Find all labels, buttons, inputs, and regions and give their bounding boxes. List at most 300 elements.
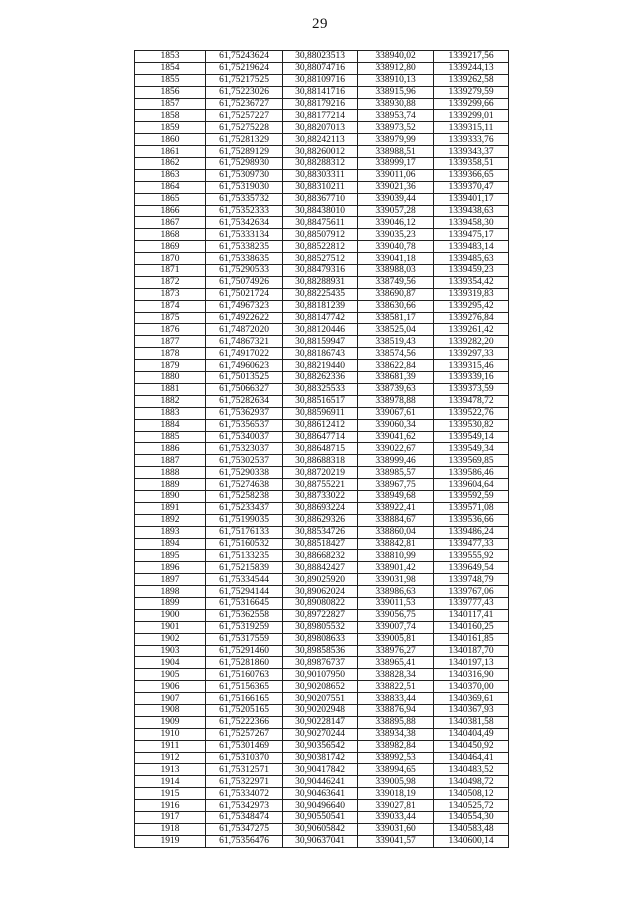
longitude-cell: 30,90605842 [283, 823, 358, 835]
table-row [135, 586, 509, 598]
table-row [135, 360, 509, 372]
y-coordinate-cell: 1340367,93 [434, 704, 509, 716]
x-coordinate-cell: 338982,84 [358, 740, 434, 752]
point-number-cell: 1858 [135, 110, 206, 122]
point-number-cell: 1907 [135, 693, 206, 705]
longitude-cell: 30,88755221 [283, 479, 358, 491]
x-coordinate-cell: 338973,52 [358, 122, 434, 134]
longitude-cell: 30,88303311 [283, 169, 358, 181]
x-coordinate-cell: 338910,13 [358, 74, 434, 86]
table-row [135, 276, 509, 288]
longitude-cell: 30,89025920 [283, 574, 358, 586]
table-row [135, 526, 509, 538]
point-number-cell: 1868 [135, 229, 206, 241]
x-coordinate-cell: 339060,34 [358, 419, 434, 431]
table-row [135, 752, 509, 764]
y-coordinate-cell: 1339358,51 [434, 158, 509, 170]
latitude-cell: 61,74967323 [206, 300, 283, 312]
latitude-cell: 61,75275228 [206, 122, 283, 134]
longitude-cell: 30,90228147 [283, 716, 358, 728]
x-coordinate-cell: 338681,39 [358, 372, 434, 384]
point-number-cell: 1912 [135, 752, 206, 764]
y-coordinate-cell: 1339261,42 [434, 324, 509, 336]
longitude-cell: 30,88629326 [283, 514, 358, 526]
latitude-cell: 61,75282634 [206, 395, 283, 407]
point-number-cell: 1861 [135, 146, 206, 158]
x-coordinate-cell: 339018,19 [358, 788, 434, 800]
y-coordinate-cell: 1339276,84 [434, 312, 509, 324]
x-coordinate-cell: 339022,67 [358, 443, 434, 455]
y-coordinate-cell: 1340160,25 [434, 621, 509, 633]
y-coordinate-cell: 1339485,63 [434, 253, 509, 265]
y-coordinate-cell: 1340450,92 [434, 740, 509, 752]
latitude-cell: 61,75334072 [206, 788, 283, 800]
longitude-cell: 30,88225435 [283, 288, 358, 300]
table-row [135, 728, 509, 740]
longitude-cell: 30,90381742 [283, 752, 358, 764]
page-number: 29 [312, 16, 328, 32]
point-number-cell: 1906 [135, 681, 206, 693]
table-row [135, 823, 509, 835]
latitude-cell: 61,75310370 [206, 752, 283, 764]
y-coordinate-cell: 1339604,64 [434, 479, 509, 491]
y-coordinate-cell: 1340404,49 [434, 728, 509, 740]
y-coordinate-cell: 1340554,30 [434, 812, 509, 824]
latitude-cell: 61,75333134 [206, 229, 283, 241]
point-number-cell: 1859 [135, 122, 206, 134]
y-coordinate-cell: 1339549,14 [434, 431, 509, 443]
x-coordinate-cell: 339011,53 [358, 597, 434, 609]
x-coordinate-cell: 339031,60 [358, 823, 434, 835]
table-row [135, 205, 509, 217]
longitude-cell: 30,88074716 [283, 62, 358, 74]
table-row [135, 348, 509, 360]
latitude-cell: 61,75281860 [206, 657, 283, 669]
table-row [135, 597, 509, 609]
y-coordinate-cell: 1340508,12 [434, 788, 509, 800]
y-coordinate-cell: 1340381,58 [434, 716, 509, 728]
longitude-cell: 30,88534726 [283, 526, 358, 538]
x-coordinate-cell: 338953,74 [358, 110, 434, 122]
point-number-cell: 1896 [135, 562, 206, 574]
x-coordinate-cell: 338999,17 [358, 158, 434, 170]
latitude-cell: 61,75352333 [206, 205, 283, 217]
table-row [135, 502, 509, 514]
longitude-cell: 30,88527512 [283, 253, 358, 265]
longitude-cell: 30,88242113 [283, 134, 358, 146]
latitude-cell: 61,75335732 [206, 193, 283, 205]
longitude-cell: 30,90202948 [283, 704, 358, 716]
point-number-cell: 1871 [135, 265, 206, 277]
x-coordinate-cell: 338810,99 [358, 550, 434, 562]
longitude-cell: 30,90270244 [283, 728, 358, 740]
longitude-cell: 30,90446241 [283, 776, 358, 788]
latitude-cell: 61,75160532 [206, 538, 283, 550]
y-coordinate-cell: 1339478,72 [434, 395, 509, 407]
table-row [135, 158, 509, 170]
x-coordinate-cell: 338690,87 [358, 288, 434, 300]
table-row [135, 657, 509, 669]
latitude-cell: 61,75356476 [206, 835, 283, 847]
y-coordinate-cell: 1339586,46 [434, 467, 509, 479]
longitude-cell: 30,90208652 [283, 681, 358, 693]
latitude-cell: 61,75317559 [206, 633, 283, 645]
table-row [135, 621, 509, 633]
point-number-cell: 1870 [135, 253, 206, 265]
y-coordinate-cell: 1340464,41 [434, 752, 509, 764]
x-coordinate-cell: 338739,63 [358, 383, 434, 395]
table-row [135, 110, 509, 122]
x-coordinate-cell: 338967,75 [358, 479, 434, 491]
y-coordinate-cell: 1339486,24 [434, 526, 509, 538]
y-coordinate-cell: 1339299,66 [434, 98, 509, 110]
latitude-cell: 61,75258238 [206, 490, 283, 502]
point-number-cell: 1892 [135, 514, 206, 526]
table-row [135, 788, 509, 800]
x-coordinate-cell: 339027,81 [358, 800, 434, 812]
table-row [135, 51, 509, 63]
latitude-cell: 61,75274638 [206, 479, 283, 491]
longitude-cell: 30,88262336 [283, 372, 358, 384]
x-coordinate-cell: 338901,42 [358, 562, 434, 574]
table-row [135, 146, 509, 158]
longitude-cell: 30,89080822 [283, 597, 358, 609]
point-number-cell: 1857 [135, 98, 206, 110]
table-row [135, 740, 509, 752]
x-coordinate-cell: 338876,94 [358, 704, 434, 716]
x-coordinate-cell: 338884,67 [358, 514, 434, 526]
longitude-cell: 30,88367710 [283, 193, 358, 205]
table-row [135, 490, 509, 502]
latitude-cell: 61,75362558 [206, 609, 283, 621]
table-row [135, 681, 509, 693]
y-coordinate-cell: 1339592,59 [434, 490, 509, 502]
table-row [135, 181, 509, 193]
x-coordinate-cell: 339041,57 [358, 835, 434, 847]
point-number-cell: 1877 [135, 336, 206, 348]
table-row [135, 467, 509, 479]
y-coordinate-cell: 1339370,47 [434, 181, 509, 193]
point-number-cell: 1913 [135, 764, 206, 776]
table-row [135, 562, 509, 574]
point-number-cell: 1899 [135, 597, 206, 609]
y-coordinate-cell: 1340583,48 [434, 823, 509, 835]
table-row [135, 835, 509, 847]
point-number-cell: 1911 [135, 740, 206, 752]
point-number-cell: 1853 [135, 51, 206, 63]
point-number-cell: 1873 [135, 288, 206, 300]
x-coordinate-cell: 339040,78 [358, 241, 434, 253]
x-coordinate-cell: 339067,61 [358, 407, 434, 419]
table-row [135, 669, 509, 681]
point-number-cell: 1903 [135, 645, 206, 657]
longitude-cell: 30,88647714 [283, 431, 358, 443]
x-coordinate-cell: 338985,57 [358, 467, 434, 479]
table-row [135, 383, 509, 395]
y-coordinate-cell: 1339373,59 [434, 383, 509, 395]
y-coordinate-cell: 1340525,72 [434, 800, 509, 812]
x-coordinate-cell: 338525,04 [358, 324, 434, 336]
latitude-cell: 61,75322971 [206, 776, 283, 788]
table-row [135, 395, 509, 407]
y-coordinate-cell: 1339343,37 [434, 146, 509, 158]
table-row [135, 74, 509, 86]
latitude-cell: 61,74960623 [206, 360, 283, 372]
table-row [135, 574, 509, 586]
longitude-cell: 30,88516517 [283, 395, 358, 407]
point-number-cell: 1902 [135, 633, 206, 645]
x-coordinate-cell: 338940,02 [358, 51, 434, 63]
y-coordinate-cell: 1339649,54 [434, 562, 509, 574]
longitude-cell: 30,89876737 [283, 657, 358, 669]
y-coordinate-cell: 1339333,76 [434, 134, 509, 146]
y-coordinate-cell: 1339282,20 [434, 336, 509, 348]
x-coordinate-cell: 339046,12 [358, 217, 434, 229]
y-coordinate-cell: 1339477,33 [434, 538, 509, 550]
table-row [135, 193, 509, 205]
point-number-cell: 1875 [135, 312, 206, 324]
y-coordinate-cell: 1339401,17 [434, 193, 509, 205]
latitude-cell: 61,75301469 [206, 740, 283, 752]
point-number-cell: 1905 [135, 669, 206, 681]
longitude-cell: 30,89858536 [283, 645, 358, 657]
y-coordinate-cell: 1340483,52 [434, 764, 509, 776]
x-coordinate-cell: 338988,03 [358, 265, 434, 277]
table-row [135, 336, 509, 348]
point-number-cell: 1862 [135, 158, 206, 170]
latitude-cell: 61,75222366 [206, 716, 283, 728]
x-coordinate-cell: 338581,17 [358, 312, 434, 324]
latitude-cell: 61,75199035 [206, 514, 283, 526]
longitude-cell: 30,88159947 [283, 336, 358, 348]
longitude-cell: 30,88842427 [283, 562, 358, 574]
y-coordinate-cell: 1340498,72 [434, 776, 509, 788]
latitude-cell: 61,75257267 [206, 728, 283, 740]
point-number-cell: 1881 [135, 383, 206, 395]
table-row [135, 419, 509, 431]
latitude-cell: 61,75281329 [206, 134, 283, 146]
longitude-cell: 30,88181239 [283, 300, 358, 312]
y-coordinate-cell: 1339244,13 [434, 62, 509, 74]
table-row [135, 514, 509, 526]
table-row [135, 704, 509, 716]
longitude-cell: 30,88507912 [283, 229, 358, 241]
y-coordinate-cell: 1339366,65 [434, 169, 509, 181]
y-coordinate-cell: 1339262,58 [434, 74, 509, 86]
y-coordinate-cell: 1340197,13 [434, 657, 509, 669]
y-coordinate-cell: 1339315,11 [434, 122, 509, 134]
x-coordinate-cell: 338574,56 [358, 348, 434, 360]
longitude-cell: 30,88288312 [283, 158, 358, 170]
point-number-cell: 1882 [135, 395, 206, 407]
y-coordinate-cell: 1339315,46 [434, 360, 509, 372]
latitude-cell: 61,75236727 [206, 98, 283, 110]
x-coordinate-cell: 339039,44 [358, 193, 434, 205]
latitude-cell: 61,75347275 [206, 823, 283, 835]
y-coordinate-cell: 1340369,61 [434, 693, 509, 705]
longitude-cell: 30,88109716 [283, 74, 358, 86]
y-coordinate-cell: 1339767,06 [434, 586, 509, 598]
table-row [135, 98, 509, 110]
x-coordinate-cell: 338822,51 [358, 681, 434, 693]
x-coordinate-cell: 338622,84 [358, 360, 434, 372]
longitude-cell: 30,88177214 [283, 110, 358, 122]
latitude-cell: 61,75176133 [206, 526, 283, 538]
x-coordinate-cell: 339021,36 [358, 181, 434, 193]
y-coordinate-cell: 1339522,76 [434, 407, 509, 419]
x-coordinate-cell: 338895,88 [358, 716, 434, 728]
longitude-cell: 30,90463641 [283, 788, 358, 800]
point-number-cell: 1869 [135, 241, 206, 253]
y-coordinate-cell: 1339458,30 [434, 217, 509, 229]
latitude-cell: 61,75021724 [206, 288, 283, 300]
x-coordinate-cell: 339011,06 [358, 169, 434, 181]
latitude-cell: 61,75356537 [206, 419, 283, 431]
x-coordinate-cell: 338999,46 [358, 455, 434, 467]
point-number-cell: 1888 [135, 467, 206, 479]
point-number-cell: 1894 [135, 538, 206, 550]
point-number-cell: 1917 [135, 812, 206, 824]
coordinates-table [134, 50, 509, 848]
table-row [135, 443, 509, 455]
longitude-cell: 30,88260012 [283, 146, 358, 158]
y-coordinate-cell: 1339530,82 [434, 419, 509, 431]
longitude-cell: 30,88207013 [283, 122, 358, 134]
y-coordinate-cell: 1340316,90 [434, 669, 509, 681]
x-coordinate-cell: 338930,88 [358, 98, 434, 110]
point-number-cell: 1884 [135, 419, 206, 431]
point-number-cell: 1876 [135, 324, 206, 336]
latitude-cell: 61,74872020 [206, 324, 283, 336]
latitude-cell: 61,75309730 [206, 169, 283, 181]
latitude-cell: 61,75133235 [206, 550, 283, 562]
latitude-cell: 61,75290533 [206, 265, 283, 277]
point-number-cell: 1866 [135, 205, 206, 217]
x-coordinate-cell: 339007,74 [358, 621, 434, 633]
point-number-cell: 1891 [135, 502, 206, 514]
latitude-cell: 61,75342973 [206, 800, 283, 812]
x-coordinate-cell: 338988,51 [358, 146, 434, 158]
table-row [135, 122, 509, 134]
point-number-cell: 1855 [135, 74, 206, 86]
longitude-cell: 30,88288931 [283, 276, 358, 288]
x-coordinate-cell: 339041,18 [358, 253, 434, 265]
point-number-cell: 1883 [135, 407, 206, 419]
point-number-cell: 1908 [135, 704, 206, 716]
latitude-cell: 61,75160763 [206, 669, 283, 681]
point-number-cell: 1860 [135, 134, 206, 146]
latitude-cell: 61,75348474 [206, 812, 283, 824]
longitude-cell: 30,88023513 [283, 51, 358, 63]
longitude-cell: 30,88186743 [283, 348, 358, 360]
longitude-cell: 30,90107950 [283, 669, 358, 681]
x-coordinate-cell: 338630,66 [358, 300, 434, 312]
longitude-cell: 30,88325533 [283, 383, 358, 395]
x-coordinate-cell: 339035,23 [358, 229, 434, 241]
table-row [135, 550, 509, 562]
x-coordinate-cell: 339005,81 [358, 633, 434, 645]
latitude-cell: 61,75291460 [206, 645, 283, 657]
latitude-cell: 61,75233437 [206, 502, 283, 514]
latitude-cell: 61,75312571 [206, 764, 283, 776]
y-coordinate-cell: 1339536,66 [434, 514, 509, 526]
point-number-cell: 1889 [135, 479, 206, 491]
point-number-cell: 1900 [135, 609, 206, 621]
longitude-cell: 30,88141716 [283, 86, 358, 98]
table-row [135, 431, 509, 443]
longitude-cell: 30,88179216 [283, 98, 358, 110]
latitude-cell: 61,75205165 [206, 704, 283, 716]
table-row [135, 716, 509, 728]
latitude-cell: 61,75338235 [206, 241, 283, 253]
x-coordinate-cell: 339056,75 [358, 609, 434, 621]
latitude-cell: 61,75298930 [206, 158, 283, 170]
x-coordinate-cell: 338978,88 [358, 395, 434, 407]
point-number-cell: 1864 [135, 181, 206, 193]
y-coordinate-cell: 1339217,56 [434, 51, 509, 63]
longitude-cell: 30,90207551 [283, 693, 358, 705]
point-number-cell: 1919 [135, 835, 206, 847]
longitude-cell: 30,88596911 [283, 407, 358, 419]
longitude-cell: 30,88310211 [283, 181, 358, 193]
table-row [135, 812, 509, 824]
point-number-cell: 1901 [135, 621, 206, 633]
y-coordinate-cell: 1340117,41 [434, 609, 509, 621]
point-number-cell: 1878 [135, 348, 206, 360]
longitude-cell: 30,90637041 [283, 835, 358, 847]
longitude-cell: 30,88693224 [283, 502, 358, 514]
latitude-cell: 61,75074926 [206, 276, 283, 288]
longitude-cell: 30,88479316 [283, 265, 358, 277]
longitude-cell: 30,88522812 [283, 241, 358, 253]
latitude-cell: 61,74867321 [206, 336, 283, 348]
point-number-cell: 1887 [135, 455, 206, 467]
table-row [135, 300, 509, 312]
x-coordinate-cell: 338949,68 [358, 490, 434, 502]
latitude-cell: 61,74922622 [206, 312, 283, 324]
point-number-cell: 1886 [135, 443, 206, 455]
y-coordinate-cell: 1339319,83 [434, 288, 509, 300]
latitude-cell: 61,75217525 [206, 74, 283, 86]
longitude-cell: 30,90550541 [283, 812, 358, 824]
y-coordinate-cell: 1339459,23 [434, 265, 509, 277]
point-number-cell: 1898 [135, 586, 206, 598]
x-coordinate-cell: 338833,44 [358, 693, 434, 705]
longitude-cell: 30,88518427 [283, 538, 358, 550]
latitude-cell: 61,75219624 [206, 62, 283, 74]
point-number-cell: 1910 [135, 728, 206, 740]
y-coordinate-cell: 1339748,79 [434, 574, 509, 586]
longitude-cell: 30,88475611 [283, 217, 358, 229]
latitude-cell: 61,75013525 [206, 372, 283, 384]
latitude-cell: 61,75323037 [206, 443, 283, 455]
longitude-cell: 30,88720219 [283, 467, 358, 479]
table-row [135, 253, 509, 265]
y-coordinate-cell: 1339571,08 [434, 502, 509, 514]
point-number-cell: 1872 [135, 276, 206, 288]
table-row [135, 764, 509, 776]
point-number-cell: 1879 [135, 360, 206, 372]
longitude-cell: 30,88612412 [283, 419, 358, 431]
y-coordinate-cell: 1339279,59 [434, 86, 509, 98]
point-number-cell: 1865 [135, 193, 206, 205]
y-coordinate-cell: 1340187,70 [434, 645, 509, 657]
x-coordinate-cell: 338828,34 [358, 669, 434, 681]
x-coordinate-cell: 338915,96 [358, 86, 434, 98]
latitude-cell: 61,75290338 [206, 467, 283, 479]
longitude-cell: 30,88733022 [283, 490, 358, 502]
x-coordinate-cell: 338912,80 [358, 62, 434, 74]
